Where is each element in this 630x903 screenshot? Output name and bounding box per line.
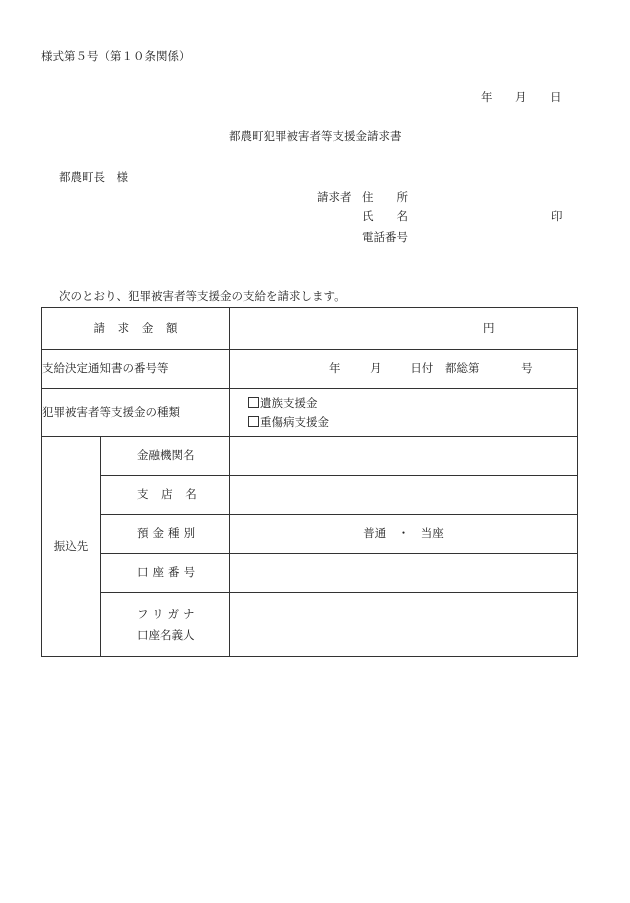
amount-label: 請求金額 xyxy=(93,320,191,335)
claim-table xyxy=(41,307,578,657)
intro-text: 次のとおり、犯罪被害者等支援金の支給を請求します。 xyxy=(59,289,346,303)
deposit-type-value-cell[interactable] xyxy=(230,515,578,554)
date-month: 月 xyxy=(515,90,527,104)
account-number-label-cell xyxy=(101,554,230,593)
notice-date-suffix: 日付 xyxy=(410,361,434,376)
account-holder-value-cell[interactable] xyxy=(230,593,578,657)
document-title: 都農町犯罪被害者等支援金請求書 xyxy=(229,129,402,143)
branch-value-cell[interactable] xyxy=(230,476,578,515)
claimant-label: 請求者 xyxy=(317,190,352,204)
account-holder-row xyxy=(42,593,578,657)
deposit-type-label-cell xyxy=(101,515,230,554)
notice-label: 支給決定通知書の番号等 xyxy=(42,361,169,376)
notice-year: 年 xyxy=(329,361,341,376)
bank-name-label: 金融機関名 xyxy=(137,448,195,463)
type-options-cell xyxy=(230,389,578,437)
amount-unit: 円 xyxy=(483,320,495,335)
notice-number-suffix: 号 xyxy=(521,361,533,376)
transfer-label-cell xyxy=(42,437,101,657)
bank-name-label-cell xyxy=(101,437,230,476)
notice-row xyxy=(42,350,578,389)
amount-value-cell[interactable] xyxy=(230,308,578,350)
bank-name-row xyxy=(42,437,578,476)
name-label: 氏 名 xyxy=(362,209,408,223)
notice-value-cell[interactable] xyxy=(230,350,578,389)
seal-mark: 印 xyxy=(551,209,563,223)
bank-name-value-cell[interactable] xyxy=(230,437,578,476)
account-holder-label-cell xyxy=(101,593,230,657)
notice-month: 月 xyxy=(370,361,382,376)
amount-label-cell xyxy=(42,308,230,350)
date-year: 年 xyxy=(481,90,493,104)
type-option-bereaved[interactable] xyxy=(230,394,577,413)
type-option-bereaved-label: 遺族支援金 xyxy=(260,395,318,410)
branch-row xyxy=(42,476,578,515)
deposit-type-row xyxy=(42,515,578,554)
type-label-cell xyxy=(42,389,230,437)
amount-row xyxy=(42,308,578,350)
deposit-type-value: 普通 ・ 当座 xyxy=(363,526,444,541)
addressee: 都農町長 様 xyxy=(59,170,128,184)
branch-label-cell xyxy=(101,476,230,515)
date-day: 日 xyxy=(550,90,562,104)
type-option-serious-injury[interactable] xyxy=(230,413,577,432)
account-number-row xyxy=(42,554,578,593)
type-row xyxy=(42,389,578,437)
phone-label: 電話番号 xyxy=(362,230,408,244)
type-label: 犯罪被害者等支援金の種類 xyxy=(42,404,180,419)
furigana-label: フリガナ xyxy=(137,606,199,621)
transfer-label: 振込先 xyxy=(53,538,89,553)
account-number-value-cell[interactable] xyxy=(230,554,578,593)
notice-label-cell xyxy=(42,350,230,389)
address-label: 住 所 xyxy=(362,190,408,204)
notice-prefix: 都総第 xyxy=(444,361,480,376)
deposit-type-label: 預金種別 xyxy=(137,526,200,541)
checkbox-icon[interactable] xyxy=(248,397,259,408)
branch-label: 支店名 xyxy=(137,487,210,502)
account-number-label: 口座番号 xyxy=(137,565,200,580)
type-option-serious-injury-label: 重傷病支援金 xyxy=(260,414,329,429)
form-number: 様式第５号（第１０条関係） xyxy=(41,49,191,63)
account-holder-label: 口座名義人 xyxy=(137,627,195,642)
checkbox-icon[interactable] xyxy=(248,416,259,427)
